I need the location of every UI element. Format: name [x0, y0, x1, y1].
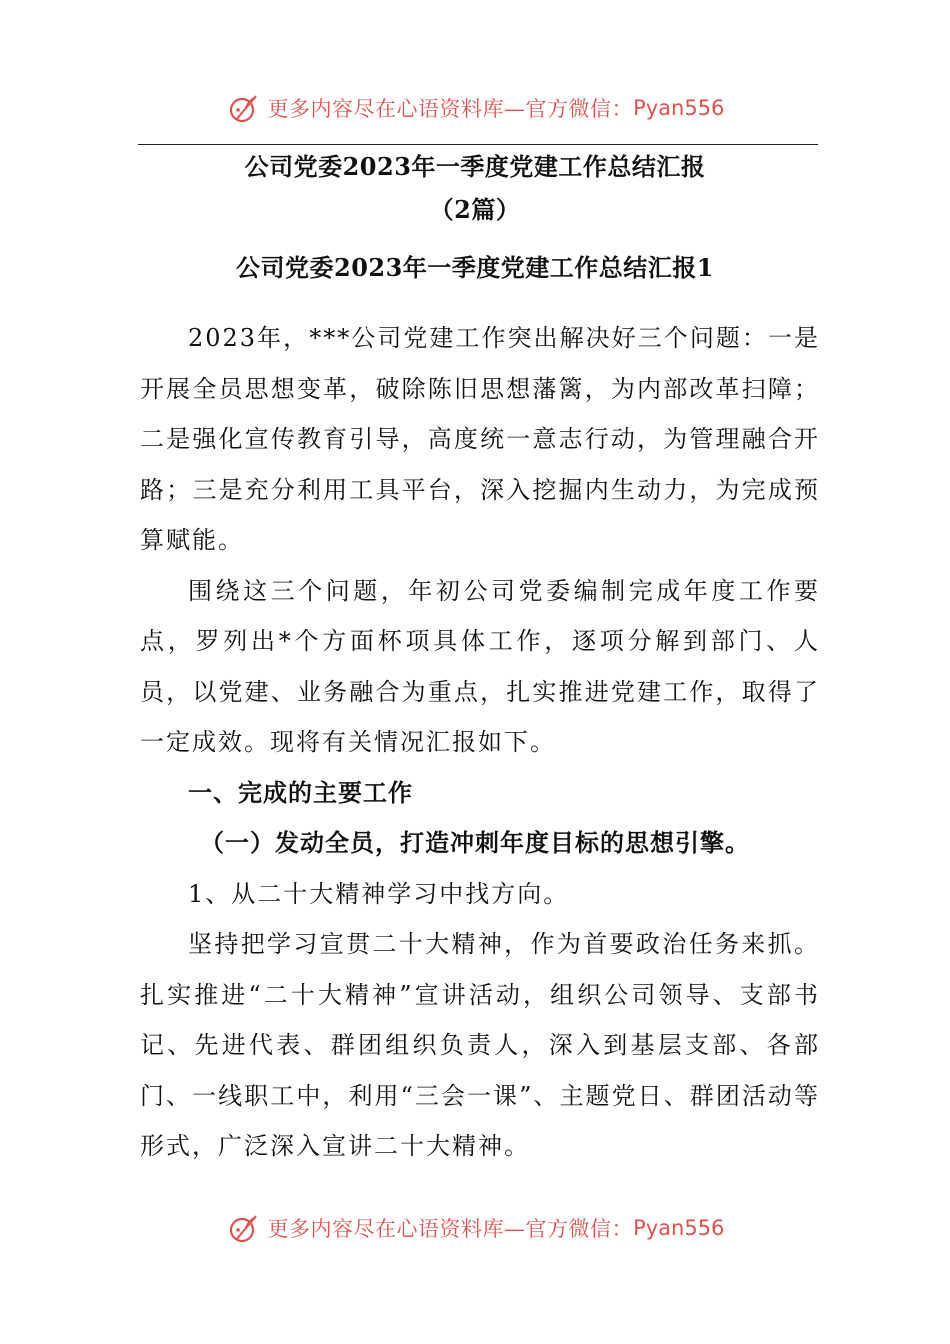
- paragraph-study: 坚持把学习宣贯二十大精神，作为首要政治任务来抓。扎实推进“二十大精神”宣讲活动，组织公司领导、支部书记、先进代表、群团组织负责人，深入到基层支部、各部门、一线职工中，利用“三会一课”、主题党日、群团活动等形式，广泛深入宣讲二十大精神。: [140, 930, 820, 1160]
- quill-logo-icon: [226, 90, 262, 126]
- footer-banner-text: 更多内容尽在心语资料库—官方微信：: [267, 1217, 634, 1241]
- subsection-heading: （一）发动全员，打造冲刺年度目标的思想引擎。: [200, 828, 750, 857]
- document-title-count: （2篇）: [429, 195, 521, 224]
- paragraph-intro: 2023年，***公司党建工作突出解决好三个问题：一是开展全员思想变革，破除陈旧思想藩篱，为内部改革扫障；二是强化宣传教育引导，高度统一意志行动，为管理融合开路；三是充分利用工具平台，深入挖掘内生动力，为完成预算赋能。: [140, 324, 820, 554]
- paragraph-overview: 围绕这三个问题，年初公司党委编制完成年度工作要点，罗列出*个方面杯项具体工作，逐项分解到部门、人员，以党建、业务融合为重点，扎实推进党建工作，取得了一定成效。现将有关情况汇报如下。: [140, 576, 820, 756]
- header-banner: [0, 88, 950, 128]
- quill-logo-icon: [226, 1210, 262, 1246]
- header-banner-text: 更多内容尽在心语资料库—官方微信：: [267, 97, 634, 121]
- document-subtitle: 公司党委2023年一季度党建工作总结汇报1: [236, 253, 714, 282]
- document-title: 公司党委2023年一季度党建工作总结汇报: [244, 152, 706, 181]
- section-heading: 一、完成的主要工作: [188, 777, 413, 807]
- list-item: 1、从二十大精神学习中找方向。: [188, 879, 570, 908]
- header-divider: [138, 144, 818, 145]
- footer-banner: [0, 1208, 950, 1248]
- footer-banner-wechat: Pyan556: [633, 1216, 725, 1240]
- document-body: [140, 313, 820, 1172]
- header-banner-wechat: Pyan556: [633, 96, 725, 120]
